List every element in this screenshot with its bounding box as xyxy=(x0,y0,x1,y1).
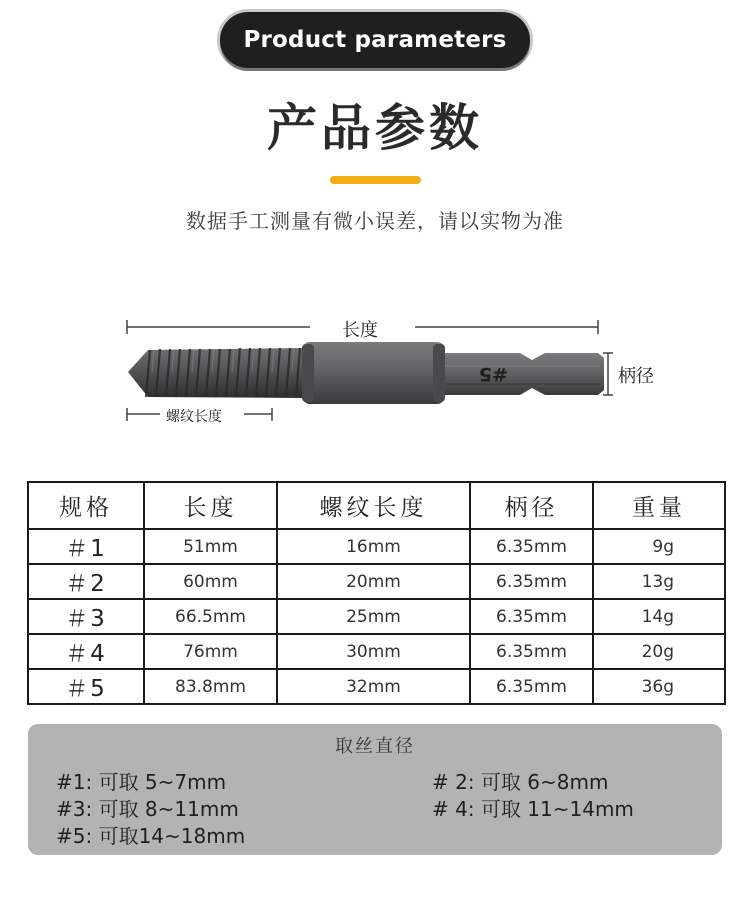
length-label: 长度 xyxy=(342,320,378,341)
cell-thread-length: 20mm xyxy=(277,564,470,599)
cell-weight: 14g xyxy=(593,599,725,634)
extraction-range-title: 取丝直径 xyxy=(335,736,415,757)
thread-length-label: 螺纹长度 xyxy=(166,409,222,425)
cell-thread-length: 25mm xyxy=(277,599,470,634)
extraction-item: # 2: 可取 6~8mm xyxy=(432,770,609,794)
cell-model: ＃3 xyxy=(28,599,144,634)
cell-shank: 6.35mm xyxy=(470,634,593,669)
table-row xyxy=(28,669,725,704)
shank-diameter-label: 柄径 xyxy=(618,366,654,387)
cell-length: 83.8mm xyxy=(144,669,277,704)
extraction-item: #5: 可取14~18mm xyxy=(56,824,246,848)
cell-weight: 13g xyxy=(593,564,725,599)
cell-shank: 6.35mm xyxy=(470,564,593,599)
cell-shank: 6.35mm xyxy=(470,599,593,634)
cell-weight: 36g xyxy=(593,669,725,704)
column-header-shank: 柄径 xyxy=(470,482,593,529)
shank-dimension-line xyxy=(603,353,613,395)
extraction-item: #3: 可取 8~11mm xyxy=(56,797,239,821)
hex-shank xyxy=(445,353,604,395)
extraction-range-panel xyxy=(28,724,722,855)
cell-shank: 6.35mm xyxy=(470,529,593,564)
cell-thread-length: 30mm xyxy=(277,634,470,669)
title-accent-bar xyxy=(330,176,421,184)
cell-weight: 9g xyxy=(593,529,725,564)
column-header-thread-length: 螺纹长度 xyxy=(277,482,470,529)
table-row xyxy=(28,599,725,634)
measurement-note: 数据手工测量有微小误差，请以实物为准 xyxy=(186,209,564,233)
table-header-row xyxy=(28,482,725,529)
column-header-weight: 重量 xyxy=(593,482,725,529)
extraction-item: #1: 可取 5~7mm xyxy=(56,770,227,794)
cell-length: 66.5mm xyxy=(144,599,277,634)
cell-length: 51mm xyxy=(144,529,277,564)
extraction-item: # 4: 可取 11~14mm xyxy=(432,797,634,821)
spec-table xyxy=(27,481,726,705)
cell-thread-length: 16mm xyxy=(277,529,470,564)
column-header-model: 规格 xyxy=(28,482,144,529)
cell-length: 60mm xyxy=(144,564,277,599)
cell-model: ＃5 xyxy=(28,669,144,704)
page-title: 产品参数 xyxy=(267,99,483,157)
product-diagram xyxy=(0,300,750,440)
collar xyxy=(302,342,445,404)
table-row xyxy=(28,529,725,564)
table-row xyxy=(28,634,725,669)
cell-model: ＃1 xyxy=(28,529,144,564)
cell-model: ＃2 xyxy=(28,564,144,599)
cell-weight: 20g xyxy=(593,634,725,669)
threaded-section xyxy=(128,348,305,398)
product-parameters-badge: Product parameters xyxy=(220,12,530,68)
column-header-length: 长度 xyxy=(144,482,277,529)
cell-shank: 6.35mm xyxy=(470,669,593,704)
bit-marking: #5 xyxy=(478,363,508,385)
cell-thread-length: 32mm xyxy=(277,669,470,704)
cell-model: ＃4 xyxy=(28,634,144,669)
cell-length: 76mm xyxy=(144,634,277,669)
table-row xyxy=(28,564,725,599)
